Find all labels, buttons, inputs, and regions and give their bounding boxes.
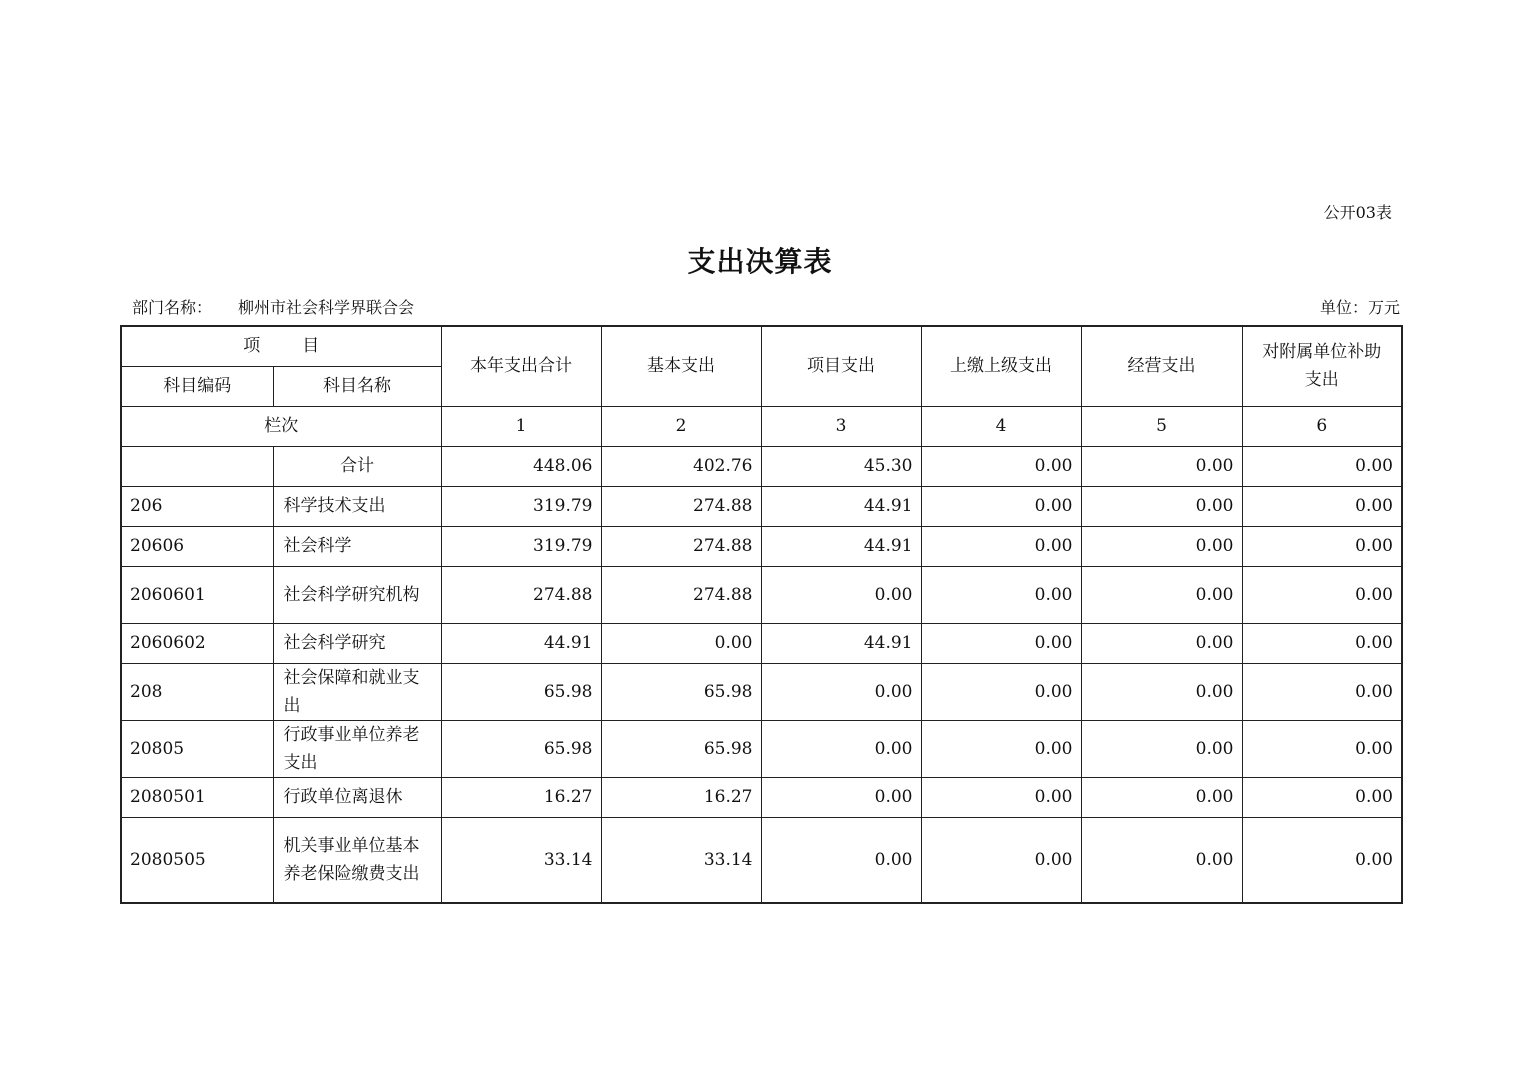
table-row: [121, 663, 1402, 720]
expenditure-table: [120, 325, 1403, 904]
table-row: [121, 817, 1402, 903]
cell-code: 2080501: [121, 777, 273, 817]
cell-value: 0.00: [761, 566, 921, 623]
col-num: 4: [921, 406, 1081, 446]
cell-name: 行政事业单位养老支出: [273, 720, 441, 777]
cell-code: 208: [121, 663, 273, 720]
page-title: 支出决算表: [687, 245, 833, 278]
header-code: 科目编码: [121, 366, 273, 406]
cell-value: 16.27: [441, 777, 601, 817]
cell-value: 0.00: [1081, 526, 1242, 566]
header-basic: 基本支出: [601, 326, 761, 406]
header-item-a: 项: [243, 336, 261, 357]
cell-value: 0.00: [1242, 720, 1402, 777]
cell-value: 0.00: [921, 566, 1081, 623]
cell-value: 65.98: [441, 720, 601, 777]
cell-value: 0.00: [1081, 817, 1242, 903]
department-line: [132, 295, 414, 318]
cell-name: 合计: [273, 446, 441, 486]
table-row: [121, 486, 1402, 526]
cell-value: 65.98: [601, 663, 761, 720]
table-row: [121, 777, 1402, 817]
cell-value: 0.00: [1242, 446, 1402, 486]
cell-name: 机关事业单位基本养老保险缴费支出: [273, 817, 441, 903]
cell-code: [121, 446, 273, 486]
cell-value: 45.30: [761, 446, 921, 486]
cell-value: 0.00: [1242, 663, 1402, 720]
department-name: 柳州市社会科学界联合会: [238, 298, 415, 317]
cell-value: 402.76: [601, 446, 761, 486]
cell-value: 0.00: [761, 777, 921, 817]
col-num: 6: [1242, 406, 1402, 446]
cell-value: 0.00: [921, 720, 1081, 777]
col-num: 1: [441, 406, 601, 446]
header-item-b: 目: [302, 336, 320, 357]
cell-code: 206: [121, 486, 273, 526]
cell-name: 社会科学: [273, 526, 441, 566]
header-item: [121, 326, 441, 366]
cell-value: 0.00: [1081, 777, 1242, 817]
cell-name: 行政单位离退休: [273, 777, 441, 817]
cell-value: 0.00: [761, 720, 921, 777]
cell-value: 274.88: [441, 566, 601, 623]
cell-value: 0.00: [921, 486, 1081, 526]
cell-value: 319.79: [441, 526, 601, 566]
header-row-1: [121, 326, 1402, 366]
cell-value: 0.00: [761, 817, 921, 903]
cell-name: 科学技术支出: [273, 486, 441, 526]
cell-value: 0.00: [921, 777, 1081, 817]
cell-code: 20805: [121, 720, 273, 777]
form-number: 公开03表: [1323, 203, 1392, 222]
cell-name: 社会科学研究: [273, 623, 441, 663]
cell-value: 0.00: [921, 663, 1081, 720]
cell-value: 0.00: [1081, 720, 1242, 777]
header-row-lanci: [121, 406, 1402, 446]
header-subsidy: 对附属单位补助支出: [1242, 326, 1402, 406]
cell-value: 0.00: [1242, 526, 1402, 566]
col-num: 5: [1081, 406, 1242, 446]
cell-value: 0.00: [921, 526, 1081, 566]
header-name: 科目名称: [273, 366, 441, 406]
unit-label: 单位：万元: [1319, 298, 1400, 317]
cell-code: 2060601: [121, 566, 273, 623]
cell-value: 65.98: [601, 720, 761, 777]
cell-code: 2080505: [121, 817, 273, 903]
header-lanci: 栏次: [121, 406, 441, 446]
cell-value: 44.91: [761, 526, 921, 566]
cell-value: 65.98: [441, 663, 601, 720]
department-label: 部门名称：: [132, 298, 213, 317]
header-upper: 上缴上级支出: [921, 326, 1081, 406]
cell-value: 0.00: [601, 623, 761, 663]
cell-name: 社会保障和就业支出: [273, 663, 441, 720]
cell-value: 44.91: [761, 623, 921, 663]
table-row: [121, 526, 1402, 566]
cell-value: 274.88: [601, 526, 761, 566]
cell-value: 274.88: [601, 486, 761, 526]
cell-value: 0.00: [761, 663, 921, 720]
table-row: [121, 720, 1402, 777]
cell-value: 0.00: [1081, 486, 1242, 526]
cell-value: 0.00: [921, 817, 1081, 903]
cell-value: 0.00: [1081, 446, 1242, 486]
header-project: 项目支出: [761, 326, 921, 406]
cell-value: 274.88: [601, 566, 761, 623]
cell-value: 0.00: [921, 446, 1081, 486]
cell-value: 33.14: [441, 817, 601, 903]
cell-value: 44.91: [761, 486, 921, 526]
col-num: 2: [601, 406, 761, 446]
header-total: 本年支出合计: [441, 326, 601, 406]
cell-value: 16.27: [601, 777, 761, 817]
cell-name: 社会科学研究机构: [273, 566, 441, 623]
cell-value: 0.00: [1242, 623, 1402, 663]
table-row: [121, 566, 1402, 623]
cell-value: 0.00: [921, 623, 1081, 663]
table-row-total: [121, 446, 1402, 486]
cell-code: 20606: [121, 526, 273, 566]
cell-value: 0.00: [1081, 623, 1242, 663]
cell-value: 0.00: [1242, 486, 1402, 526]
header-business: 经营支出: [1081, 326, 1242, 406]
table-row: [121, 623, 1402, 663]
cell-value: 0.00: [1242, 566, 1402, 623]
cell-value: 44.91: [441, 623, 601, 663]
cell-code: 2060602: [121, 623, 273, 663]
col-num: 3: [761, 406, 921, 446]
cell-value: 448.06: [441, 446, 601, 486]
cell-value: 0.00: [1081, 566, 1242, 623]
cell-value: 0.00: [1242, 777, 1402, 817]
cell-value: 33.14: [601, 817, 761, 903]
cell-value: 0.00: [1242, 817, 1402, 903]
cell-value: 0.00: [1081, 663, 1242, 720]
cell-value: 319.79: [441, 486, 601, 526]
